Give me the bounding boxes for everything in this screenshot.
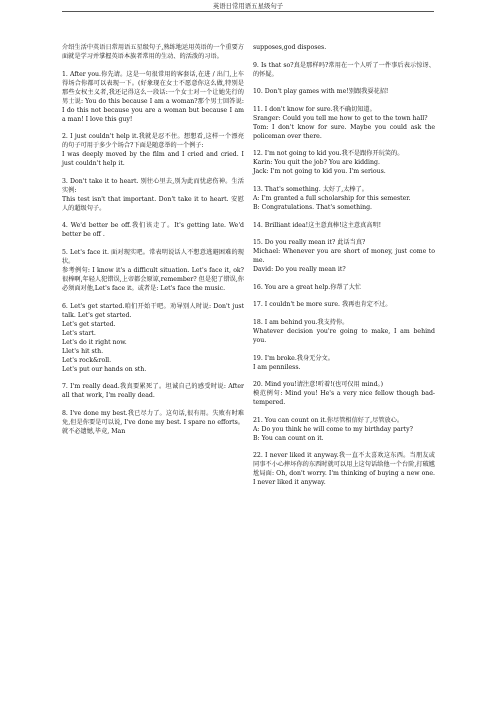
paragraph-line: Let's do it right now. (62, 338, 127, 346)
right-column (253, 43, 435, 496)
left-column-paragraph (62, 302, 244, 374)
left-column-paragraph (62, 248, 244, 293)
right-column-paragraph (253, 451, 435, 487)
paragraph-line: 21. You can count on it.你尽管相信好了,尽管放心。 (253, 416, 404, 424)
left-column-paragraph (62, 132, 244, 168)
left-column-paragraph (62, 177, 244, 213)
left-column-paragraph (62, 382, 244, 400)
right-column-paragraph (253, 283, 435, 292)
paragraph-line: B: You can count on it. (253, 434, 324, 442)
paragraph-line: Llet's hit sth. (62, 347, 104, 355)
paragraph-line: 10. Don't play games with me!别跟我耍花招! (253, 88, 389, 96)
paragraph-line: supposes,god disposes. (253, 44, 327, 51)
paragraph-line: 19. I'm broke.我身无分文。 (253, 354, 334, 362)
paragraph-line: 11. I don't know for sure.我不确切知道。 (253, 105, 376, 113)
paragraph-line: 1. After you.你先请。这是一句很常用的客套话,在进 / 出门,上车得场合你都可以表现一下。(好象现在女士不愿意你这么做,特别是那些女权主义者,我还记得这么一段话:一个女士对一个让她先行的男士说: You do this because I am a woman?那个男士回答说: I do this not because you are a woman but because I am a man! I love this guy! (62, 70, 244, 123)
paragraph-line: 16. You are a great help.你帮了大忙 (253, 283, 362, 291)
paragraph-line: Tom: I don't know for sure. Maybe you could ask the policeman over there. (253, 123, 435, 140)
right-column-paragraph (253, 61, 435, 79)
paragraph-line: I am penniless. (253, 363, 301, 371)
paragraph-line: Let's put our hands on sth. (62, 365, 147, 373)
right-column-paragraph (253, 318, 435, 345)
paragraph-line: 22. I never liked it anyway.我一直不太喜欢这东西。当朋友或同事不小心摔坏你的东西时就可以用上这句话给他一个台阶,打破尴尬局面: Oh, don't worry. I'm thinking of buying a new one. I never liked it anyway. (253, 452, 435, 487)
paragraph-line: 8. I've done my best.我已尽力了。这句话,很有用。失败有时难免,但是你要是可以说, I've done my best. I spare no efforts。就不必遗憾,毕竟, Man (62, 409, 244, 435)
paragraph-line: 参考例句: I know it's a difficult situation. Let's face it, ok? 很棒啊,年轻人犯错误,上帝都会原谅,remember? 但是犯了错误,你必须面对他,Let's face it。或者是: Let's face the music. (62, 266, 244, 292)
left-column-paragraph (62, 221, 244, 239)
paragraph-line: David: Do you really mean it? (253, 266, 346, 274)
paragraph-line: 2. I just couldn't help it.我就是忍不住。想想看,这样一个漂亮的句子可用于多少个场合?下面是随意举的一个例子: (62, 133, 244, 150)
paragraph-line: 3. Don't take it to heart. 别往心里去,别为此而忧虑伤神。生活实例: (62, 177, 244, 194)
paragraph-line: Sranger: Could you tell me how to get to the town hall? (253, 114, 428, 122)
paragraph-line: 模范例句: Mind you! He's a very nice fellow though bad-tempered. (253, 390, 435, 407)
paragraph-line: 6. Let's get started.咱们开始干吧。劝导别人时说: Don't just talk. Let's get started. (62, 302, 244, 319)
right-column-paragraph (253, 185, 435, 212)
paragraph-line: 15. Do you really mean it? 此话当真? (253, 239, 366, 247)
paragraph-line: I was deeply moved by the film and I cried and cried. I just couldn't help it. (62, 151, 244, 168)
header-rule (62, 11, 434, 12)
paragraph-line: Let's start. (62, 329, 96, 337)
paragraph-line: Jack: I'm not going to kid you. I'm serious. (253, 168, 386, 176)
paragraph-line: 17. I couldn't be more sure. 我再也肯定不过。 (253, 301, 392, 309)
right-column-paragraph (253, 238, 435, 274)
paragraph-line: Let's get started. (62, 320, 116, 328)
right-column-paragraph (253, 43, 435, 52)
right-column-paragraph (253, 380, 435, 407)
paragraph-line: 7. I'm really dead.我真要累死了。坦诚自己的感受时说: After all that work, I'm really dead. (62, 383, 244, 400)
paragraph-line: 4. We'd better be off.我们该走了。It's getting late. We'd better be off . (62, 222, 244, 239)
paragraph-line: 12. I'm not going to kid you.我不是跟你开玩笑的。 (253, 150, 404, 158)
left-column-paragraph (62, 43, 244, 61)
paragraph-line: 13. That's something. 太好了,太棒了。 (253, 185, 368, 193)
right-column-paragraph (253, 221, 435, 230)
paragraph-line: Whatever decision you're going to make, I am behind you. (253, 327, 435, 344)
left-column (62, 43, 244, 444)
running-header: 英语日常用语五星级句子 (212, 2, 284, 10)
paragraph-line: 介绍生活中英语日常用语五星级句子,熟练地运用英语的一个重要方面就是学习并掌握英语本族者常用的生动、的活泼的习语。 (62, 44, 244, 60)
left-column-paragraph (62, 409, 244, 436)
paragraph-line: A: I'm granted a full scholarship for this semester. (253, 194, 411, 202)
paragraph-line: B: Congratulations. That's something. (253, 203, 372, 211)
right-column-paragraph (253, 300, 435, 309)
right-column-paragraph (253, 354, 435, 372)
right-column-paragraph (253, 416, 435, 443)
paragraph-line: Michael: Whenever you are short of money, just come to me. (253, 248, 435, 265)
paragraph-line: 20. Mind you!请注意!听着!(也可仅用 mind。) (253, 381, 384, 389)
right-column-paragraph (253, 105, 435, 141)
paragraph-line: This test isn't that important. Don't take it to heart. 安慰人的超级句子。 (62, 195, 244, 212)
left-column-paragraph (62, 70, 244, 124)
paragraph-line: 5. Let's face it. 面对现实吧。常表明说话人不想意逃避困难的现状。 (62, 248, 244, 265)
paragraph-line: Let's rock&roll. (62, 356, 112, 364)
paragraph-line: 14. Brilliant idea!这主意真棒!这主意真高明! (253, 221, 382, 229)
right-column-paragraph (253, 149, 435, 176)
paragraph-line: 9. Is that so?真是那样吗?常用在一个人听了一件事后表示惊讶、的怀疑。 (253, 61, 435, 78)
right-column-paragraph (253, 87, 435, 96)
paragraph-line: A: Do you think he will come to my birthday party? (253, 425, 413, 433)
paragraph-line: Karin: You quit the job? You are kidding. (253, 159, 380, 167)
paragraph-line: 18. I am behind you.我支持你。 (253, 318, 349, 326)
